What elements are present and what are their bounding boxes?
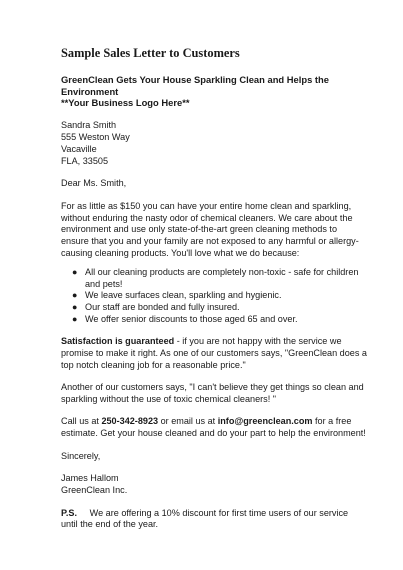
list-item: [72, 302, 367, 314]
recipient-address: [61, 120, 367, 167]
signature-name: James Hallom: [61, 473, 119, 484]
signature-company: GreenClean Inc.: [61, 484, 128, 495]
address-line: 555 Weston Way: [61, 131, 130, 142]
phone-number: 250-342-8923: [101, 416, 159, 427]
bullet-icon: ●: [72, 313, 78, 324]
call-middle: or email us at: [158, 416, 218, 427]
document-title: Sample Sales Letter to Customers: [61, 46, 240, 60]
closing: Sincerely,: [61, 450, 101, 461]
ps-label: P.S.: [61, 507, 78, 518]
list-item-text: Our staff are bonded and fully insured.: [85, 302, 240, 312]
list-item-text: All our cleaning products are completely non-toxic - safe for children and pets!: [85, 267, 359, 289]
call-suffix: for a free estimate. Get your house cleaned and do your part to help the environment!: [61, 416, 366, 438]
bullet-icon: ●: [72, 290, 78, 301]
signature: [61, 473, 367, 496]
logo-placeholder: **Your Business Logo Here**: [61, 97, 190, 109]
email-address: info@greenclean.com: [217, 416, 313, 427]
address-line: Sandra Smith: [61, 120, 117, 131]
intro-paragraph: For as little as $150 you can have your entire home clean and sparkling, without enduring the nasty odor of chemical cleaners. We care about the environment and use only state-of-the-art green cleaning methods to ensure that you and your family are not exposed to any harmful or allergy-causing cleaning products. You'll love what we do because:: [61, 201, 359, 258]
address-line: FLA, 33505: [61, 155, 109, 166]
satisfaction-heading: Satisfaction is guaranteed: [61, 336, 175, 347]
satisfaction-paragraph: [61, 336, 367, 371]
bullet-icon: ●: [72, 267, 78, 278]
headline: GreenClean Gets Your House Sparkling Clean and Helps the Environment: [61, 73, 329, 97]
bullet-icon: ●: [72, 302, 78, 312]
list-item: [72, 290, 367, 302]
list-item-text: We leave surfaces clean, sparkling and hygienic.: [85, 290, 282, 301]
testimonial-paragraph: Another of our customers says, "I can't believe they get things so clean and sparkling without the use of toxic chemical cleaners! ": [61, 382, 364, 404]
contact-paragraph: [61, 416, 367, 439]
satisfaction-text: - if you are not happy with the service we promise to make it right. As one of our customers says, "GreenClean does a top notch cleaning job for a reasonable price.": [61, 336, 367, 370]
list-item: [72, 267, 367, 290]
list-item: [72, 313, 367, 326]
address-line: Vacaville: [61, 143, 97, 154]
postscript: [61, 508, 367, 531]
call-prefix: Call us at: [61, 416, 102, 427]
ps-text: We are offering a 10% discount for first time users of our service until the end of the year.: [61, 507, 349, 530]
list-item-text: We offer senior discounts to those aged 65 and over.: [85, 313, 298, 324]
salutation: Dear Ms. Smith,: [61, 178, 127, 189]
benefits-list: [61, 267, 367, 325]
